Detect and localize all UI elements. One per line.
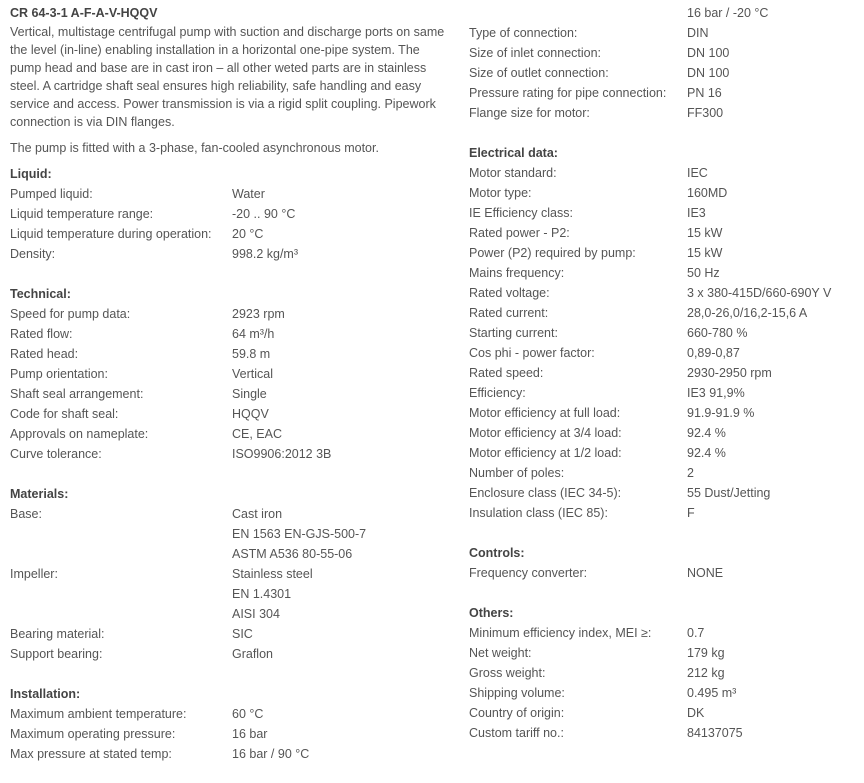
spec-row xyxy=(469,63,859,83)
spec-row xyxy=(10,564,450,584)
spec-row xyxy=(469,163,859,183)
spec-label: Shaft seal arrangement: xyxy=(10,387,144,401)
installation-section xyxy=(10,684,450,764)
spec-row xyxy=(469,103,859,123)
spec-value: DN 100 xyxy=(687,66,730,80)
spec-value: F xyxy=(687,506,695,520)
spec-row xyxy=(469,183,859,203)
spec-value: 55 Dust/Jetting xyxy=(687,486,771,500)
spec-label: Size of inlet connection: xyxy=(469,46,602,60)
spec-label: Base: xyxy=(10,507,42,521)
spec-label: Support bearing: xyxy=(10,647,103,661)
spec-label: Motor type: xyxy=(469,186,532,200)
spec-value: Water xyxy=(232,187,265,201)
spec-value: 660-780 % xyxy=(687,326,748,340)
spec-value: 16 bar / -20 °C xyxy=(687,6,769,20)
spec-row xyxy=(469,623,859,643)
spec-row xyxy=(10,364,450,384)
spec-label: Mains frequency: xyxy=(469,266,565,280)
spec-label: Motor efficiency at full load: xyxy=(469,406,621,420)
spec-value: Graflon xyxy=(232,647,273,661)
spec-label: Motor efficiency at 1/2 load: xyxy=(469,446,622,460)
spec-row xyxy=(10,324,450,344)
spec-value: SIC xyxy=(232,627,253,641)
spec-value: ASTM A536 80-55-06 xyxy=(232,547,353,561)
others-section xyxy=(469,603,859,743)
spec-row xyxy=(10,184,450,204)
spec-row xyxy=(469,503,859,523)
spec-row xyxy=(469,403,859,423)
spec-value: ISO9906:2012 3B xyxy=(232,447,332,461)
spec-row xyxy=(10,344,450,364)
spec-row xyxy=(10,204,450,224)
spec-label: Code for shaft seal: xyxy=(10,407,119,421)
spec-label: Motor efficiency at 3/4 load: xyxy=(469,426,622,440)
spec-row xyxy=(10,704,450,724)
spec-row xyxy=(10,744,450,764)
spec-row xyxy=(469,23,859,43)
spec-label: Bearing material: xyxy=(10,627,105,641)
spec-label: Frequency converter: xyxy=(469,566,588,580)
spec-label: Custom tariff no.: xyxy=(469,726,564,740)
liquid-section xyxy=(10,164,450,264)
spec-value: Single xyxy=(232,387,267,401)
controls-section xyxy=(469,543,859,583)
spec-label: Rated flow: xyxy=(10,327,73,341)
spec-row xyxy=(469,83,859,103)
spec-row xyxy=(10,624,450,644)
spec-row xyxy=(469,243,859,263)
spec-row xyxy=(469,343,859,363)
spec-label: Rated speed: xyxy=(469,366,544,380)
left-column xyxy=(10,0,450,764)
spec-label: Cos phi - power factor: xyxy=(469,346,595,360)
spec-label: Net weight: xyxy=(469,646,532,660)
spec-value: 60 °C xyxy=(232,707,264,721)
spec-value: 160MD xyxy=(687,186,728,200)
spec-value: EN 1563 EN-GJS-500-7 xyxy=(232,527,367,541)
spec-value: IE3 91,9% xyxy=(687,386,745,400)
spec-label: Size of outlet connection: xyxy=(469,66,609,80)
spec-label: Liquid temperature during operation: xyxy=(10,227,212,241)
spec-row xyxy=(469,263,859,283)
spec-row xyxy=(10,224,450,244)
spec-label: Liquid temperature range: xyxy=(10,207,154,221)
spec-row xyxy=(10,584,450,604)
spec-label: Number of poles: xyxy=(469,466,565,480)
spec-label: Density: xyxy=(10,247,56,261)
spec-label: Rated head: xyxy=(10,347,79,361)
spec-row xyxy=(469,323,859,343)
spec-label: Max pressure at stated temp: xyxy=(10,747,172,761)
section-title-others: Others: xyxy=(469,606,514,620)
spec-label: Country of origin: xyxy=(469,706,565,720)
spec-label: Type of connection: xyxy=(469,26,578,40)
spec-value: 20 °C xyxy=(232,227,264,241)
spec-label: Pressure rating for pipe connection: xyxy=(469,86,667,100)
spec-value: 3 x 380-415D/660-690Y V xyxy=(687,286,832,300)
spec-label: Approvals on nameplate: xyxy=(10,427,149,441)
spec-row xyxy=(10,504,450,524)
section-title-liquid: Liquid: xyxy=(10,167,52,181)
section-title-controls: Controls: xyxy=(469,546,525,560)
spec-row xyxy=(469,463,859,483)
spec-value: 212 kg xyxy=(687,666,725,680)
spec-row xyxy=(469,683,859,703)
section-title-materials: Materials: xyxy=(10,487,69,501)
spec-label: Motor standard: xyxy=(469,166,557,180)
spec-label: Rated current: xyxy=(469,306,549,320)
spec-label: Pumped liquid: xyxy=(10,187,93,201)
spec-row xyxy=(469,383,859,403)
spec-row xyxy=(469,223,859,243)
spec-value: 16 bar xyxy=(232,727,268,741)
spec-label: Maximum operating pressure: xyxy=(10,727,176,741)
product-title: CR 64-3-1 A-F-A-V-HQQV xyxy=(10,6,158,20)
spec-row xyxy=(469,443,859,463)
spec-row xyxy=(469,663,859,683)
spec-label: Speed for pump data: xyxy=(10,307,131,321)
spec-value: 179 kg xyxy=(687,646,725,660)
spec-value: IE3 xyxy=(687,206,706,220)
spec-value: Vertical xyxy=(232,367,273,381)
spec-row xyxy=(469,563,859,583)
spec-label: Minimum efficiency index, MEI ≥: xyxy=(469,626,652,640)
spec-value: 16 bar / 90 °C xyxy=(232,747,310,761)
spec-row xyxy=(469,203,859,223)
spec-row xyxy=(469,283,859,303)
spec-value: Cast iron xyxy=(232,507,283,521)
spec-row xyxy=(10,604,450,624)
section-title-installation: Installation: xyxy=(10,687,81,701)
spec-value: Stainless steel xyxy=(232,567,313,581)
spec-row xyxy=(469,3,859,23)
spec-label: Curve tolerance: xyxy=(10,447,102,461)
spec-value: AISI 304 xyxy=(232,607,280,621)
spec-label: Pump orientation: xyxy=(10,367,108,381)
spec-label: Rated voltage: xyxy=(469,286,550,300)
spec-label: Shipping volume: xyxy=(469,686,565,700)
spec-value: 0.7 xyxy=(687,626,705,640)
spec-value: 0,89-0,87 xyxy=(687,346,740,360)
spec-value: 998.2 kg/m³ xyxy=(232,247,299,261)
spec-value: IEC xyxy=(687,166,708,180)
spec-value: 92.4 % xyxy=(687,446,726,460)
spec-value: 15 kW xyxy=(687,226,723,240)
product-description: Vertical, multistage centrifugal pump with suction and discharge ports on same the level (in-line) enabling installation in a horizontal one-pipe system. The pump head and base are in cast iron – all other weted parts are in stainless steel. A cartridge shaft seal ensures high reliability, safe handling and easy service and access. Power transmission is via a rigid split coupling. Pipework connection is via DIN flanges. xyxy=(10,25,445,129)
spec-label: Maximum ambient temperature: xyxy=(10,707,187,721)
spec-value: NONE xyxy=(687,566,724,580)
spec-label: Starting current: xyxy=(469,326,558,340)
spec-value: 91.9-91.9 % xyxy=(687,406,755,420)
spec-label: Rated power - P2: xyxy=(469,226,570,240)
spec-row xyxy=(10,644,450,664)
electrical-section xyxy=(469,143,859,523)
spec-row xyxy=(10,304,450,324)
spec-value: EN 1.4301 xyxy=(232,587,292,601)
technical-section xyxy=(10,284,450,464)
spec-row xyxy=(10,424,450,444)
spec-label: Impeller: xyxy=(10,567,58,581)
spec-value: 59.8 m xyxy=(232,347,271,361)
spec-value: DIN xyxy=(687,26,709,40)
spec-value: 92.4 % xyxy=(687,426,726,440)
spec-row xyxy=(10,724,450,744)
spec-row xyxy=(10,244,450,264)
spec-row xyxy=(469,303,859,323)
spec-value: 50 Hz xyxy=(687,266,720,280)
spec-value: 28,0-26,0/16,2-15,6 A xyxy=(687,306,808,320)
spec-row xyxy=(469,723,859,743)
spec-value: 64 m³/h xyxy=(232,327,275,341)
spec-value: FF300 xyxy=(687,106,724,120)
section-title-technical: Technical: xyxy=(10,287,71,301)
spec-label: Efficiency: xyxy=(469,386,526,400)
spec-row xyxy=(469,483,859,503)
spec-value: 2923 rpm xyxy=(232,307,285,321)
spec-value: 15 kW xyxy=(687,246,723,260)
spec-label: IE Efficiency class: xyxy=(469,206,573,220)
spec-label: Enclosure class (IEC 34-5): xyxy=(469,486,622,500)
materials-section xyxy=(10,484,450,664)
spec-row xyxy=(10,444,450,464)
spec-value: 2 xyxy=(687,466,694,480)
motor-note: The pump is fitted with a 3-phase, fan-cooled asynchronous motor. xyxy=(10,141,379,155)
spec-label: Gross weight: xyxy=(469,666,546,680)
spec-row xyxy=(469,363,859,383)
spec-row xyxy=(10,404,450,424)
spec-row xyxy=(469,423,859,443)
spec-row xyxy=(10,544,450,564)
spec-value: DK xyxy=(687,706,705,720)
spec-value: DN 100 xyxy=(687,46,730,60)
spec-label: Insulation class (IEC 85): xyxy=(469,506,608,520)
spec-value: 84137075 xyxy=(687,726,743,740)
spec-value: PN 16 xyxy=(687,86,722,100)
spec-value: -20 .. 90 °C xyxy=(232,207,296,221)
spec-value: CE, EAC xyxy=(232,427,283,441)
spec-label: Power (P2) required by pump: xyxy=(469,246,636,260)
spec-row xyxy=(10,384,450,404)
spec-row xyxy=(469,43,859,63)
spec-label: Flange size for motor: xyxy=(469,106,590,120)
section-title-electrical: Electrical data: xyxy=(469,146,558,160)
spec-value: HQQV xyxy=(232,407,269,421)
spec-row xyxy=(10,524,450,544)
spec-value: 0.495 m³ xyxy=(687,686,737,700)
spec-row xyxy=(469,703,859,723)
spec-row xyxy=(469,643,859,663)
spec-value: 2930-2950 rpm xyxy=(687,366,772,380)
right-column xyxy=(469,3,859,743)
